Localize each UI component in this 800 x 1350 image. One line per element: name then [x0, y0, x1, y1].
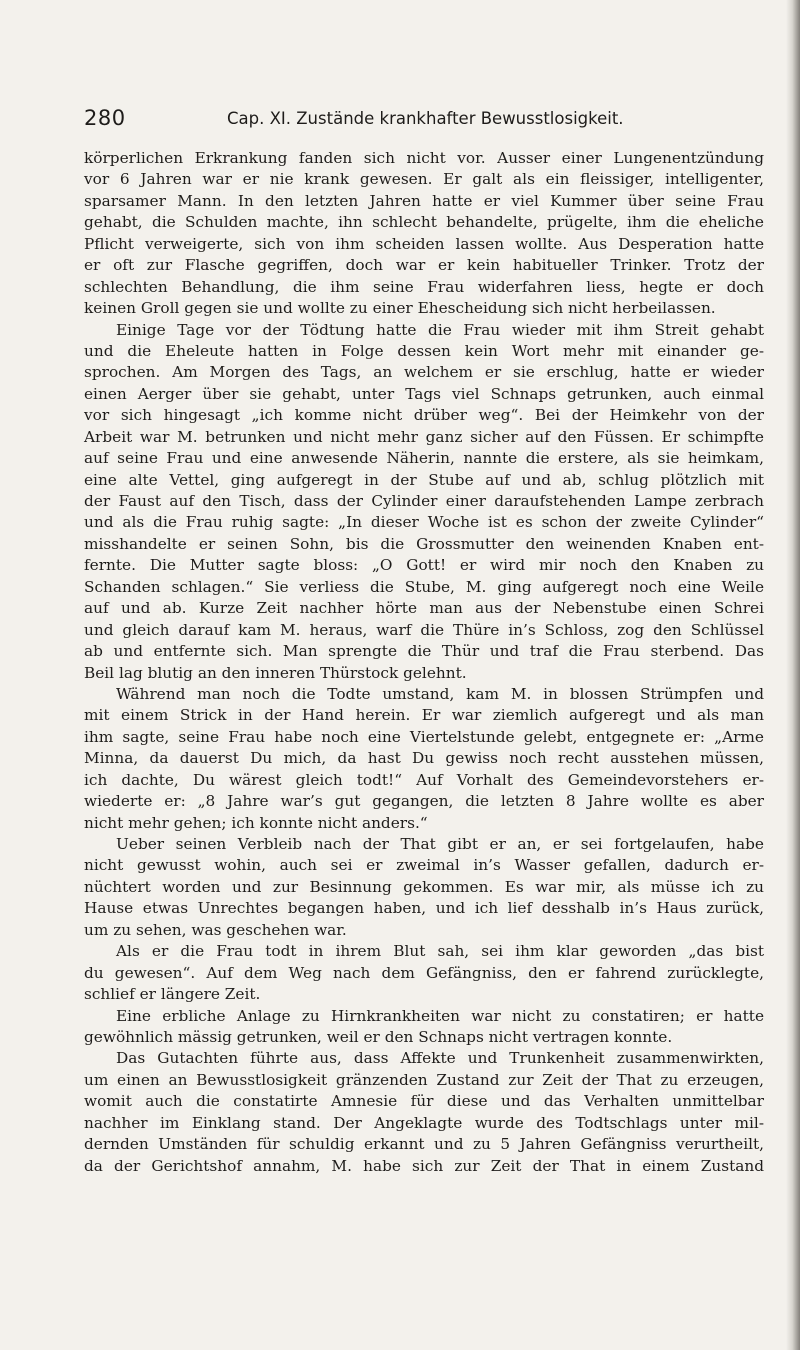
text-line: du gewesen“. Auf dem Weg nach dem Gefängniss, den er fahrend zurücklegte,	[84, 963, 764, 982]
text-line: ich dachte, Du wärest gleich todt!“ Auf Vorhalt des Gemeindevorstehers er-	[84, 770, 764, 789]
text-line: Als er die Frau todt in ihrem Blut sah, sei ihm klar geworden „das bist	[116, 942, 764, 961]
text-line: nicht gewusst wohin, auch sei er zweimal in’s Wasser gefallen, dadurch er-	[84, 856, 764, 875]
text-line: Hause etwas Unrechtes begangen haben, und ich lief desshalb in’s Haus zurück,	[84, 899, 764, 918]
text-line: wiederte er: „8 Jahre war’s gut gegangen, die letzten 8 Jahre wollte es aber	[84, 792, 764, 811]
text-line: gehabt, die Schulden machte, ihn schlecht behandelte, prügelte, ihm die eheliche	[84, 213, 764, 232]
text-line: einen Aerger über sie gehabt, unter Tags viel Schnaps getrunken, auch einmal	[84, 384, 764, 403]
text-line: gewöhnlich mässig getrunken, weil er den Schnaps nicht vertragen konnte.	[84, 1027, 673, 1046]
text-line: er oft zur Flasche gegriffen, doch war er kein habitueller Trinker. Trotz der	[84, 256, 764, 275]
text-line: fernte. Die Mutter sagte bloss: „O Gott! er wird mir noch den Knaben zu	[84, 556, 764, 575]
text-line: misshandelte er seinen Sohn, bis die Grossmutter den weinenden Knaben ent-	[84, 534, 764, 553]
text-line: sprochen. Am Morgen des Tags, an welchem er sie erschlug, hatte er wieder	[84, 363, 764, 382]
text-line: nicht mehr gehen; ich konnte nicht anders.“	[84, 813, 428, 832]
text-line: Einige Tage vor der Tödtung hatte die Frau wieder mit ihm Streit gehabt	[116, 320, 764, 339]
text-line: nachher im Einklang stand. Der Angeklagte wurde des Todtschlags unter mil-	[84, 1113, 764, 1132]
text-line: sparsamer Mann. In den letzten Jahren hatte er viel Kummer über seine Frau	[84, 191, 764, 210]
page-header	[84, 104, 764, 138]
text-line: auf seine Frau und eine anwesende Näherin, nannte die erstere, als sie heimkam,	[84, 449, 764, 468]
text-line: um zu sehen, was geschehen war.	[84, 920, 347, 939]
text-line: keinen Groll gegen sie und wollte zu einer Ehescheidung sich nicht herbeilassen.	[84, 299, 716, 318]
text-line: Eine erbliche Anlage zu Hirnkrankheiten war nicht zu constatiren; er hatte	[116, 1006, 764, 1025]
text-line: Schanden schlagen.“ Sie verliess die Stube, M. ging aufgeregt noch eine Weile	[84, 577, 764, 596]
text-line: Pflicht verweigerte, sich von ihm scheiden lassen wollte. Aus Desperation hatte	[84, 234, 764, 253]
text-line: nüchtert worden und zur Besinnung gekommen. Es war mir, als müsse ich zu	[84, 877, 764, 896]
text-line: Das Gutachten führte aus, dass Affekte und Trunkenheit zusammenwirkten,	[116, 1049, 764, 1068]
text-line: schlechten Behandlung, die ihm seine Frau widerfahren liess, hegte er doch	[84, 277, 764, 296]
page-edge-shadow	[786, 0, 800, 1350]
text-line: und die Eheleute hatten in Folge dessen kein Wort mehr mit einander ge-	[84, 341, 764, 360]
text-line: und als die Frau ruhig sagte: „In dieser Woche ist es schon der zweite Cylinder“	[84, 513, 764, 532]
text-line: Arbeit war M. betrunken und nicht mehr ganz sicher auf den Füssen. Er schimpfte	[84, 427, 764, 446]
text-line: dernden Umständen für schuldig erkannt und zu 5 Jahren Gefängniss verurtheilt,	[84, 1135, 764, 1154]
text-line: und gleich darauf kam M. heraus, warf die Thüre in’s Schloss, zog den Schlüssel	[84, 620, 764, 639]
body-text	[84, 148, 764, 1177]
text-line: Ueber seinen Verbleib nach der That gibt er an, er sei fortgelaufen, habe	[116, 835, 764, 853]
text-line: schlief er längere Zeit.	[84, 985, 261, 1004]
text-line: Während man noch die Todte umstand, kam M. in blossen Strümpfen und	[116, 684, 764, 703]
text-line: körperlichen Erkrankung fanden sich nicht vor. Ausser einer Lungenentzündung	[84, 149, 764, 167]
text-line: der Faust auf den Tisch, dass der Cylinder einer daraufstehenden Lampe zerbrach	[84, 492, 764, 510]
running-head: Cap. XI. Zustände krankhafter Bewusstlosigkeit.	[227, 109, 624, 128]
text-line: Beil lag blutig an den inneren Thürstock gelehnt.	[84, 663, 467, 682]
text-line: da der Gerichtshof annahm, M. habe sich zur Zeit der That in einem Zustand	[84, 1156, 764, 1175]
text-line: vor sich hingesagt „ich komme nicht drüber weg“. Bei der Heimkehr von der	[84, 406, 764, 425]
page-number: 280	[84, 106, 126, 130]
text-line: um einen an Bewusstlosigkeit gränzenden Zustand zur Zeit der That zu erzeugen,	[84, 1070, 764, 1089]
text-line: vor 6 Jahren war er nie krank gewesen. Er galt als ein fleissiger, intelligenter,	[84, 170, 764, 189]
text-line: Minna, da dauerst Du mich, da hast Du gewiss noch recht ausstehen müssen,	[84, 749, 764, 768]
text-line: ab und entfernte sich. Man sprengte die Thür und traf die Frau sterbend. Das	[84, 642, 764, 661]
text-line: womit auch die constatirte Amnesie für diese und das Verhalten unmittelbar	[84, 1092, 764, 1111]
text-line: mit einem Strick in der Hand herein. Er war ziemlich aufgeregt und als man	[84, 706, 764, 725]
text-line: ihm sagte, seine Frau habe noch eine Viertelstunde gelebt, entgegnete er: „Arme	[84, 727, 764, 746]
text-line: auf und ab. Kurze Zeit nachher hörte man aus der Nebenstube einen Schrei	[84, 599, 764, 618]
text-line: eine alte Vettel, ging aufgeregt in der Stube auf und ab, schlug plötzlich mit	[84, 470, 764, 489]
